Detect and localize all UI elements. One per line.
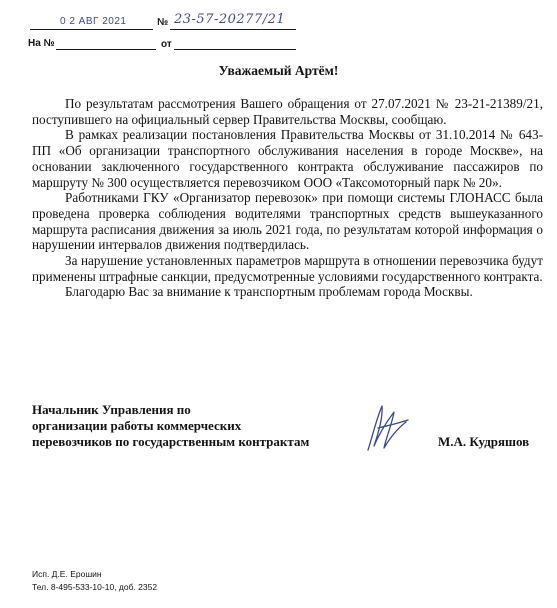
reply-date-underline (174, 49, 296, 50)
paragraph-response: По результатам рассмотрения Вашего обращения от 27.07.2021 № 23-21-21389/21, поступившего на официальный сервер Правительства Москвы, сообщаю. (32, 96, 543, 127)
letter-body (32, 96, 543, 300)
position-line: Начальник Управления по (32, 402, 191, 417)
date-underline (30, 29, 153, 30)
paragraph-thanks: Благодарю Вас за внимание к транспортным проблемам города Москвы. (65, 284, 473, 300)
executor-info (32, 568, 157, 594)
number-underline (170, 29, 296, 30)
registration-date: 0 2 АВГ 2021 (60, 16, 127, 27)
reply-date-label: от (161, 39, 172, 50)
paragraph-inspection: Работниками ГКУ «Организатор перевозок» при помощи системы ГЛОНАСС была проведена проверка соблюдения водителями транспортных средств вышеуказанного маршрута расписания движения за июль 2021 года, по результатам которой информация о нарушении интервалов движения подтвердилась. (32, 190, 543, 253)
paragraph-sanctions: За нарушение установленных параметров маршрута в отношении перевозчика будут применены штрафные санкции, предусмотренные условиями государственного контракта. (32, 253, 543, 284)
executor-name: Исп. Д.Е. Ерошин (32, 569, 102, 579)
greeting: Уважаемый Артём! (218, 63, 339, 78)
registration-number: 23-57-20277/21 (174, 12, 286, 27)
signatory-position (32, 402, 309, 450)
executor-phone: Тел. 8-495-533-10-10, доб. 2352 (32, 582, 158, 592)
position-line: перевозчиков по государственным контрактам (32, 434, 310, 449)
reply-to-label: На № (28, 38, 55, 49)
position-line: организации работы коммерческих (32, 418, 242, 433)
paragraph-contract: В рамках реализации постановления Правительства Москвы от 31.10.2014 № 643-ПП «Об организации транспортного обслуживания населения в городе Москве», на основании заключенного государственного контракта обслуживание пассажиров по маршруту № 300 осуществляется перевозчиком ООО «Таксомоторный парк № 20». (32, 127, 543, 190)
reply-to-underline (56, 49, 156, 50)
signatory-name: М.А. Кудряшов (438, 434, 530, 449)
number-label: № (157, 17, 169, 28)
handwritten-signature (358, 398, 414, 458)
